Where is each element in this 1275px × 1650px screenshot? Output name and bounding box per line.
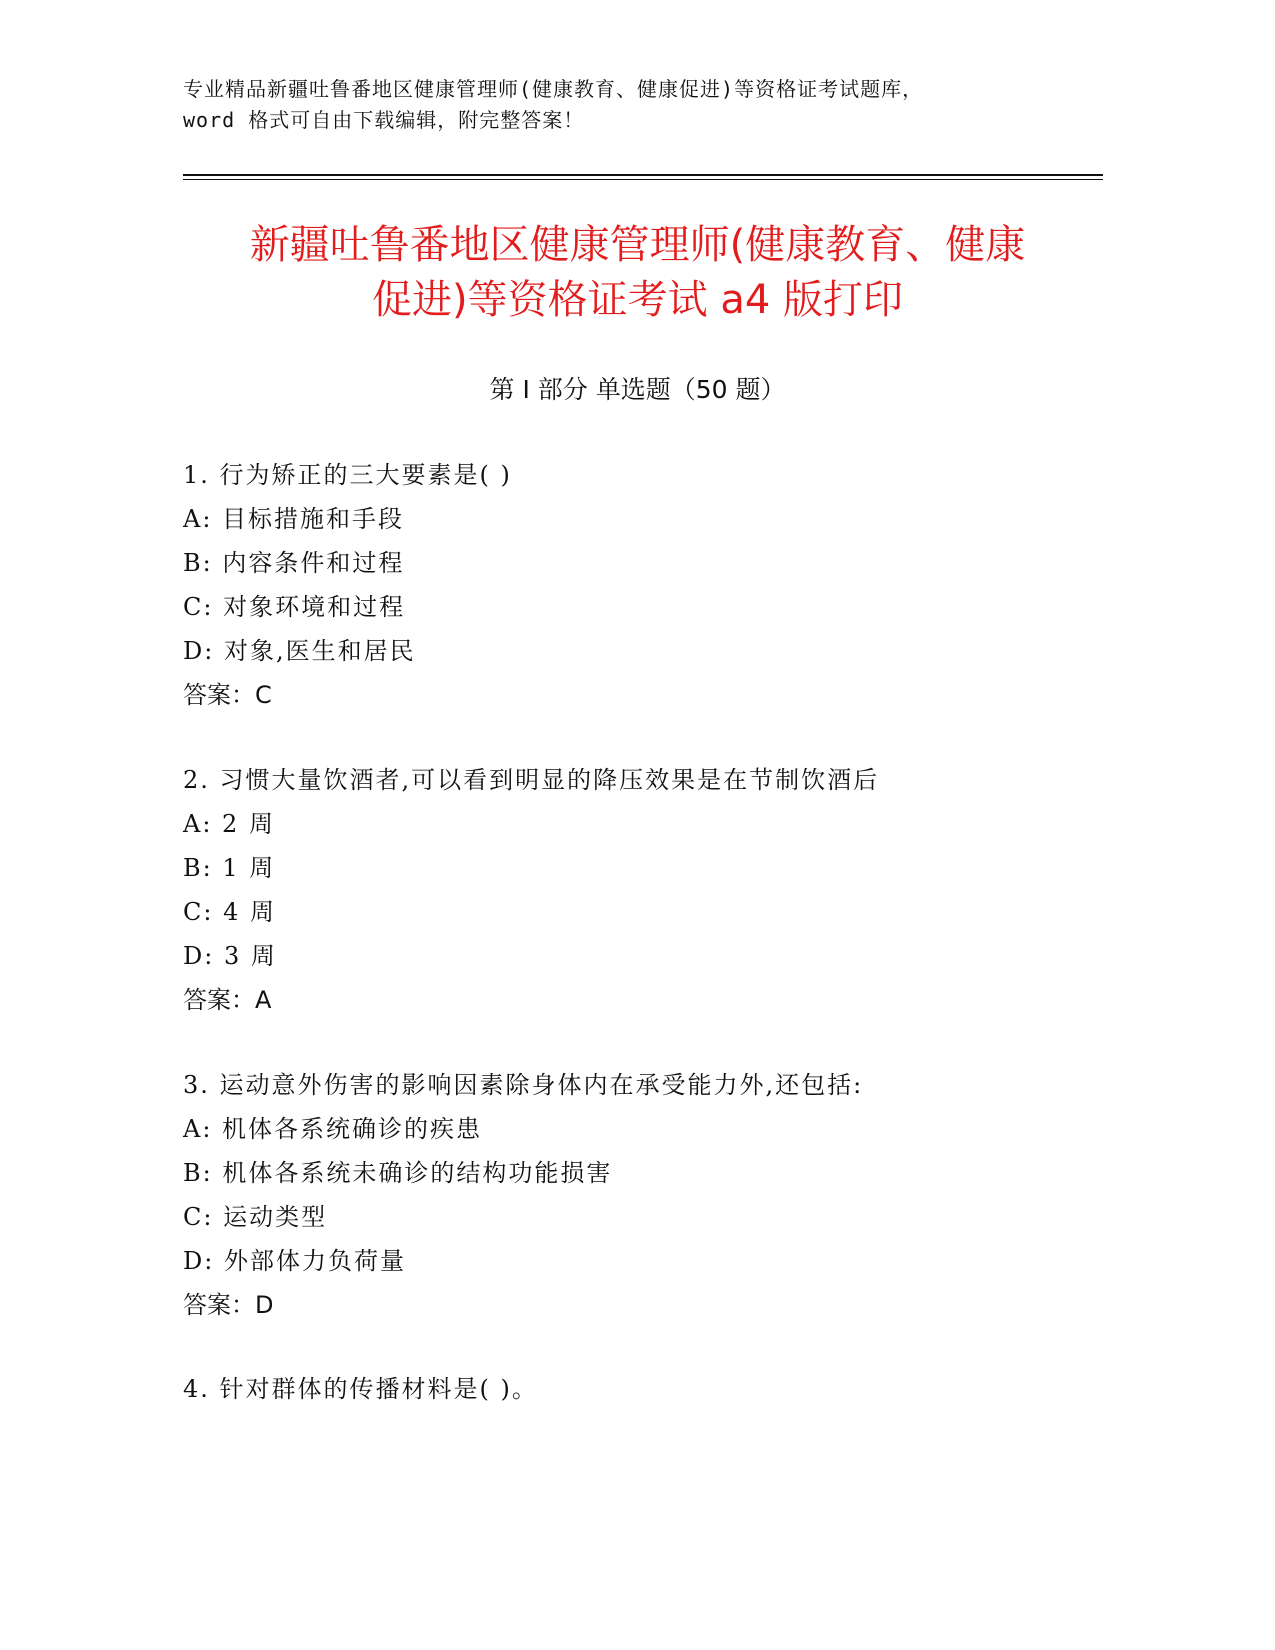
answer: 答案：C [183, 681, 272, 709]
option-d: D: 对象,医生和居民 [183, 637, 416, 665]
option-b: B: 机体各系统未确诊的结构功能损害 [183, 1159, 613, 1187]
question-stem: 3. 运动意外伤害的影响因素除身体内在承受能力外,还包括: [183, 1071, 864, 1099]
option-c: C: 对象环境和过程 [183, 593, 406, 621]
question-stem: 4. 针对群体的传播材料是( )。 [183, 1375, 538, 1403]
document-title-line-2: 促进)等资格证考试 a4 版打印 [372, 277, 903, 323]
option-d: D: 3 周 [183, 942, 277, 970]
option-d: D: 外部体力负荷量 [183, 1247, 406, 1275]
option-c: C: 运动类型 [183, 1203, 328, 1231]
option-a: A: 机体各系统确诊的疾患 [183, 1115, 483, 1143]
option-c: C: 4 周 [183, 898, 276, 926]
header-note [183, 74, 1083, 136]
question-2 [183, 758, 1083, 1022]
option-a: A: 2 周 [183, 810, 275, 838]
option-b: B: 内容条件和过程 [183, 549, 405, 577]
section-heading: 第 I 部分 单选题（50 题） [489, 375, 786, 404]
header-rule-thick [183, 174, 1103, 176]
question-stem: 2. 习惯大量饮酒者,可以看到明显的降压效果是在节制饮酒后 [183, 766, 880, 794]
header-rule-thin [183, 179, 1103, 180]
header-note-line-2: word 格式可自由下载编辑，附完整答案！ [183, 108, 585, 132]
question-4 [183, 1367, 1083, 1411]
header-note-line-1: 专业精品新疆吐鲁番地区健康管理师(健康教育、健康促进)等资格证考试题库， [183, 77, 924, 101]
option-b: B: 1 周 [183, 854, 276, 882]
answer: 答案：D [183, 1291, 274, 1319]
document-title-line-1: 新疆吐鲁番地区健康管理师(健康教育、健康 [249, 222, 1026, 268]
question-3 [183, 1063, 1083, 1327]
question-stem: 1. 行为矫正的三大要素是( ) [183, 461, 512, 489]
answer: 答案：A [183, 986, 272, 1014]
document-title [170, 218, 1105, 328]
question-1 [183, 453, 1083, 717]
option-a: A: 目标措施和手段 [183, 505, 405, 533]
